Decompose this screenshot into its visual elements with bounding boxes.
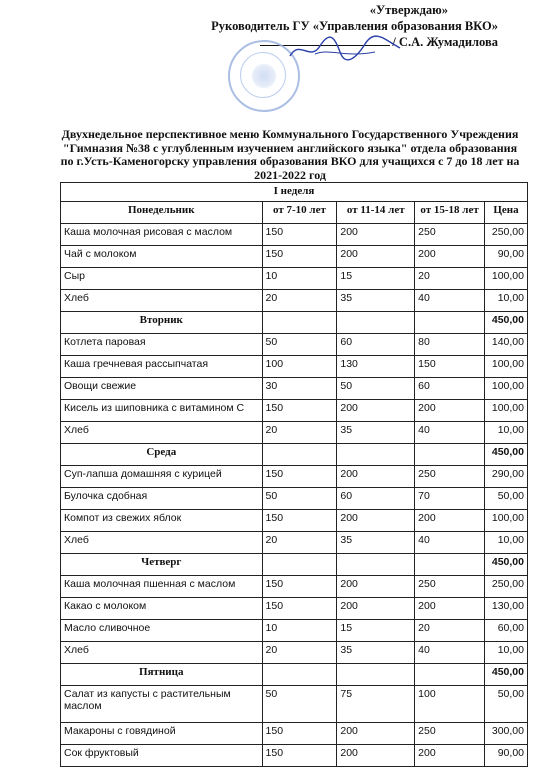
portion-7-10: 100 xyxy=(262,356,337,378)
price: 250,00 xyxy=(484,576,527,598)
menu-table xyxy=(60,182,528,767)
header-day: Понедельник xyxy=(61,202,263,224)
dish-name: Хлеб xyxy=(61,422,263,444)
header-age-7-10: от 7-10 лет xyxy=(262,202,337,224)
portion-15-18: 40 xyxy=(415,642,485,664)
portion-11-14: 15 xyxy=(337,620,415,642)
table-row xyxy=(61,598,528,620)
portion-11-14: 200 xyxy=(337,466,415,488)
table-row xyxy=(61,422,528,444)
table-row xyxy=(61,532,528,554)
day-label: Четверг xyxy=(61,554,263,576)
portion-15-18: 250 xyxy=(415,224,485,246)
price: 60,00 xyxy=(484,620,527,642)
table-row xyxy=(61,400,528,422)
table-row xyxy=(61,378,528,400)
table-row xyxy=(61,488,528,510)
portion-7-10: 20 xyxy=(262,532,337,554)
portion-11-14: 50 xyxy=(337,378,415,400)
portion-7-10: 50 xyxy=(262,334,337,356)
day-row-friday xyxy=(61,664,528,686)
empty-cell xyxy=(262,312,337,334)
dish-name: Хлеб xyxy=(61,290,263,312)
dish-name: Кисель из шиповника с витамином С xyxy=(61,400,263,422)
document-title: Двухнедельное перспективное меню Коммунального Государственного Учреждения "Гимназия №38 с углубленным изучением английского языка" отдела образования по г.Усть-Каменогорску управления образования ВКО для учащихся с 7 до 18 лет на 2021-2022 год xyxy=(60,127,520,182)
portion-7-10: 20 xyxy=(262,422,337,444)
dish-name: Сок фруктовый xyxy=(61,745,263,767)
portion-11-14: 200 xyxy=(337,745,415,767)
dish-name: Хлеб xyxy=(61,642,263,664)
empty-cell xyxy=(415,312,485,334)
portion-11-14: 130 xyxy=(337,356,415,378)
price: 100,00 xyxy=(484,400,527,422)
table-row xyxy=(61,620,528,642)
table-row xyxy=(61,466,528,488)
table-row xyxy=(61,290,528,312)
dish-name: Каша молочная рисовая с маслом xyxy=(61,224,263,246)
portion-11-14: 200 xyxy=(337,224,415,246)
day-row-wednesday xyxy=(61,444,528,466)
empty-cell xyxy=(262,554,337,576)
price: 100,00 xyxy=(484,356,527,378)
table-row xyxy=(61,745,528,767)
dish-name: Чай с молоком xyxy=(61,246,263,268)
portion-15-18: 200 xyxy=(415,745,485,767)
header-age-15-18: от 15-18 лет xyxy=(415,202,485,224)
day-label: Вторник xyxy=(61,312,263,334)
price: 100,00 xyxy=(484,378,527,400)
portion-7-10: 150 xyxy=(262,246,337,268)
approval-title: «Утверждаю» xyxy=(369,3,448,17)
portion-7-10: 150 xyxy=(262,598,337,620)
portion-7-10: 150 xyxy=(262,723,337,745)
day-label: Пятница xyxy=(61,664,263,686)
portion-11-14: 200 xyxy=(337,723,415,745)
dish-name: Сыр xyxy=(61,268,263,290)
portion-11-14: 75 xyxy=(337,686,415,723)
table-row xyxy=(61,723,528,745)
portion-15-18: 40 xyxy=(415,290,485,312)
portion-11-14: 35 xyxy=(337,642,415,664)
empty-cell xyxy=(337,312,415,334)
portion-15-18: 80 xyxy=(415,334,485,356)
price: 290,00 xyxy=(484,466,527,488)
portion-7-10: 20 xyxy=(262,642,337,664)
portion-15-18: 40 xyxy=(415,422,485,444)
price: 50,00 xyxy=(484,488,527,510)
table-row xyxy=(61,686,528,723)
dish-name: Салат из капусты с растительным маслом xyxy=(61,686,263,723)
day-total: 450,00 xyxy=(484,664,527,686)
table-row xyxy=(61,576,528,598)
portion-11-14: 15 xyxy=(337,268,415,290)
price: 130,00 xyxy=(484,598,527,620)
portion-15-18: 20 xyxy=(415,620,485,642)
portion-15-18: 200 xyxy=(415,246,485,268)
portion-11-14: 200 xyxy=(337,598,415,620)
price: 10,00 xyxy=(484,422,527,444)
dish-name: Булочка сдобная xyxy=(61,488,263,510)
day-total: 450,00 xyxy=(484,312,527,334)
dish-name: Хлеб xyxy=(61,532,263,554)
portion-11-14: 200 xyxy=(337,510,415,532)
portion-11-14: 60 xyxy=(337,488,415,510)
portion-7-10: 10 xyxy=(262,620,337,642)
portion-15-18: 250 xyxy=(415,466,485,488)
price: 140,00 xyxy=(484,334,527,356)
day-label: Среда xyxy=(61,444,263,466)
approval-position: Руководитель ГУ «Управления образования ВКО» xyxy=(211,19,498,33)
handwritten-signature xyxy=(285,34,405,64)
portion-11-14: 60 xyxy=(337,334,415,356)
dish-name: Каша молочная пшенная с маслом xyxy=(61,576,263,598)
header-row xyxy=(61,202,528,224)
signer-name: / С.А. Жумадилова xyxy=(392,35,498,49)
empty-cell xyxy=(415,664,485,686)
table-row xyxy=(61,356,528,378)
dish-name: Суп-лапша домашняя с курицей xyxy=(61,466,263,488)
portion-11-14: 35 xyxy=(337,422,415,444)
dish-name: Овощи свежие xyxy=(61,378,263,400)
table-row xyxy=(61,246,528,268)
portion-15-18: 70 xyxy=(415,488,485,510)
empty-cell xyxy=(415,444,485,466)
portion-15-18: 20 xyxy=(415,268,485,290)
portion-15-18: 200 xyxy=(415,400,485,422)
portion-11-14: 200 xyxy=(337,246,415,268)
table-row xyxy=(61,268,528,290)
dish-name: Каша гречневая рассыпчатая xyxy=(61,356,263,378)
portion-7-10: 50 xyxy=(262,686,337,723)
day-total: 450,00 xyxy=(484,444,527,466)
portion-7-10: 150 xyxy=(262,510,337,532)
price: 10,00 xyxy=(484,290,527,312)
portion-15-18: 200 xyxy=(415,510,485,532)
price: 250,00 xyxy=(484,224,527,246)
portion-15-18: 150 xyxy=(415,356,485,378)
empty-cell xyxy=(337,554,415,576)
portion-7-10: 150 xyxy=(262,224,337,246)
portion-7-10: 150 xyxy=(262,400,337,422)
week-label: I неделя xyxy=(61,183,528,202)
portion-11-14: 35 xyxy=(337,290,415,312)
portion-7-10: 150 xyxy=(262,466,337,488)
empty-cell xyxy=(337,444,415,466)
empty-cell xyxy=(262,444,337,466)
empty-cell xyxy=(337,664,415,686)
portion-15-18: 100 xyxy=(415,686,485,723)
price: 100,00 xyxy=(484,268,527,290)
dish-name: Компот из свежих яблок xyxy=(61,510,263,532)
dish-name: Какао с молоком xyxy=(61,598,263,620)
table-row xyxy=(61,510,528,532)
portion-7-10: 30 xyxy=(262,378,337,400)
price: 50,00 xyxy=(484,686,527,723)
day-total: 450,00 xyxy=(484,554,527,576)
portion-7-10: 20 xyxy=(262,290,337,312)
portion-15-18: 200 xyxy=(415,598,485,620)
empty-cell xyxy=(415,554,485,576)
dish-name: Масло сливочное xyxy=(61,620,263,642)
portion-15-18: 250 xyxy=(415,723,485,745)
header-age-11-14: от 11-14 лет xyxy=(337,202,415,224)
portion-11-14: 200 xyxy=(337,576,415,598)
day-row-tuesday xyxy=(61,312,528,334)
price: 90,00 xyxy=(484,745,527,767)
price: 10,00 xyxy=(484,642,527,664)
portion-7-10: 150 xyxy=(262,576,337,598)
dish-name: Котлета паровая xyxy=(61,334,263,356)
day-row-thursday xyxy=(61,554,528,576)
price: 90,00 xyxy=(484,246,527,268)
portion-11-14: 35 xyxy=(337,532,415,554)
table-row xyxy=(61,224,528,246)
empty-cell xyxy=(262,664,337,686)
table-row xyxy=(61,642,528,664)
header-price: Цена xyxy=(484,202,527,224)
portion-7-10: 50 xyxy=(262,488,337,510)
portion-15-18: 250 xyxy=(415,576,485,598)
portion-11-14: 200 xyxy=(337,400,415,422)
portion-15-18: 60 xyxy=(415,378,485,400)
price: 100,00 xyxy=(484,510,527,532)
table-row xyxy=(61,334,528,356)
dish-name: Макароны с говядиной xyxy=(61,723,263,745)
portion-7-10: 150 xyxy=(262,745,337,767)
portion-15-18: 40 xyxy=(415,532,485,554)
price: 10,00 xyxy=(484,532,527,554)
portion-7-10: 10 xyxy=(262,268,337,290)
price: 300,00 xyxy=(484,723,527,745)
